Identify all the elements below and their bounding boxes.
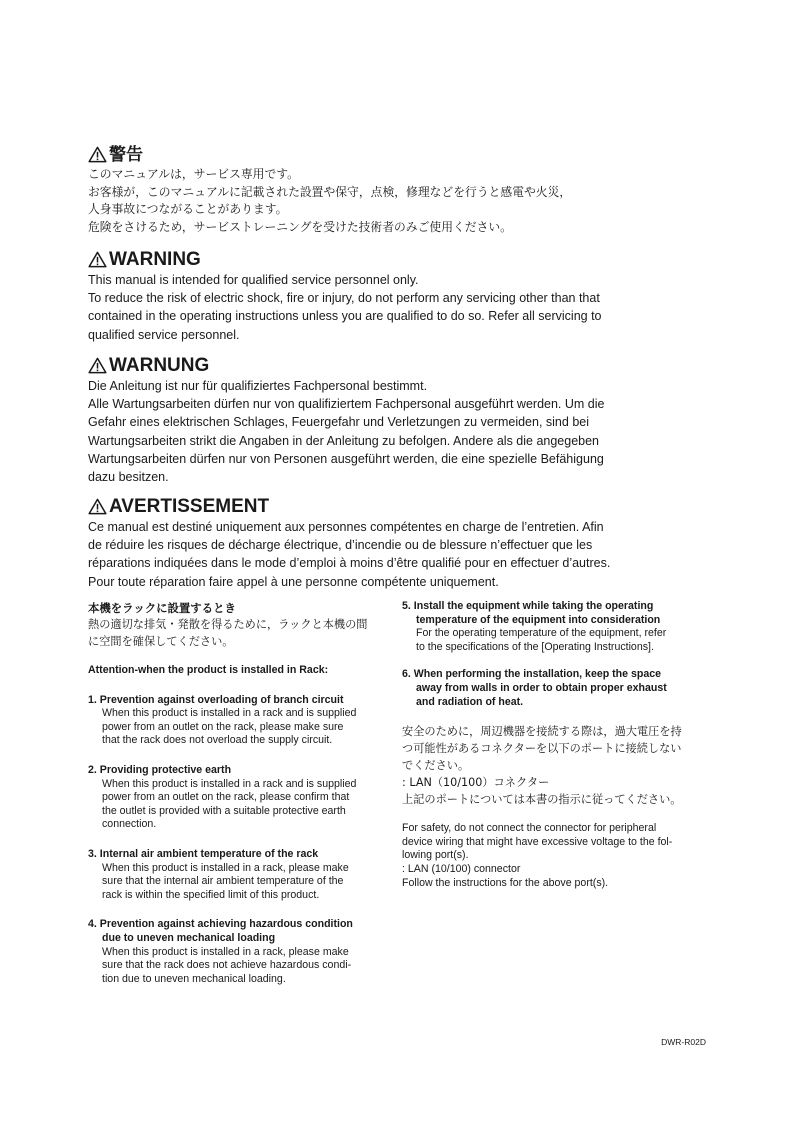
warning-jp-line: お客様が，このマニュアルに記載された設置や保守，点検，修理などを行うと感電や火災， [88,184,572,199]
rack-item-heading: and radiation of heat. [416,695,524,708]
ports-jp-line: 上記のポートについては本書の指示に従ってください。 [402,793,682,807]
rack-item-heading: due to uneven mechanical loading [102,931,276,944]
rack-item-heading: 6. When performing the installation, keep the space [402,668,662,681]
rack-item-body: rack is within the specified limit of this product. [102,888,320,901]
warning-jp-line: このマニュアルは，サービス専用です。 [88,167,299,181]
rack-item-body: power from an outlet on the rack, please make sure [102,720,344,733]
warning-de-heading [88,356,648,375]
warning-fr-title: AVERTISSEMENT [109,496,270,517]
warning-triangle-icon [88,498,107,515]
warning-fr-heading [88,497,648,516]
warning-fr-line: réparations indiquées dans le mode d’emploi à moins d’être qualifié pour en effectuer d’autres. [88,556,611,571]
ports-en-notice [402,822,705,890]
warning-jp-section [88,146,648,236]
ports-en-line: Follow the instructions for the above port(s). [402,876,609,889]
rack-item-6 [402,668,705,709]
rack-jp-line: に空間を確保してください。 [88,635,234,648]
warning-jp-line: 人身事故につながることがあります。 [88,202,288,216]
warning-de-line: Wartungsarbeiten strikt die Angaben in der Anleitung zu befolgen. Andere als die angegeben [88,433,600,448]
ports-jp-notice [402,723,705,808]
rack-item-body: When this product is installed in a rack and is supplied [102,777,357,790]
ports-en-line: lowing port(s). [402,849,469,862]
rack-item-4 [88,918,383,986]
rack-item-5 [402,600,705,654]
ports-jp-line: 安全のために，周辺機器を接続する際は，過大電圧を持 [402,725,682,739]
ports-en-line: For safety, do not connect the connector for peripheral [402,822,657,835]
rack-item-body: When this product is installed in a rack, please make [102,861,349,874]
rack-item-body: that the rack does not overload the supply circuit. [102,734,333,747]
warning-jp-heading [88,146,648,163]
rack-jp-line: 熱の適切な排気・発散を得るために，ラックと本機の間 [88,618,368,631]
warning-en-line: To reduce the risk of electric shock, fire or injury, do not perform any servicing other than that [88,291,600,306]
rack-item-body: tion due to uneven mechanical loading. [102,972,286,985]
warning-de-line: dazu besitzen. [88,470,169,485]
warning-fr-section [88,497,648,591]
rack-item-body: sure that the rack does not achieve hazardous condi- [102,959,352,972]
warning-triangle-icon [88,146,107,163]
warning-en-title: WARNING [109,249,201,270]
rack-item-body: the outlet is provided with a suitable protective earth [102,804,346,817]
rack-item-heading: temperature of the equipment into consideration [416,613,661,626]
warning-en-line: contained in the operating instructions unless you are qualified to do so. Refer all servicing to [88,309,602,324]
rack-right-column [402,600,705,890]
rack-item-heading: 4. Prevention against achieving hazardous condition [88,918,353,931]
rack-item-heading: 3. Internal air ambient temperature of the rack [88,847,319,860]
warning-en-line: qualified service personnel. [88,327,240,342]
warning-triangle-icon [88,251,107,268]
rack-item-body: to the specifications of the [Operating Instructions]. [416,640,654,653]
warning-de-line: Die Anleitung ist nur für qualifiziertes Fachpersonal bestimmt. [88,379,428,393]
rack-item-1 [88,694,383,748]
ports-en-line: : LAN (10/100) connector [402,862,521,875]
ports-en-line: device wiring that might have excessive voltage to the fol- [402,835,673,848]
warning-de-line: Gefahr eines elektrischen Schlages, Feuergefahr und Verletzungen zu vermeiden, sind bei [88,415,589,430]
rack-item-body: connection. [102,818,157,831]
warning-jp-line: 危険をさけるため，サービストレーニングを受けた技術者のみご使用ください。 [88,219,512,234]
rack-item-2 [88,764,383,832]
ports-jp-line: でください。 [402,759,470,773]
warning-triangle-icon [88,357,107,374]
rack-item-heading: 2. Providing protective earth [88,763,232,776]
document-code: DWR-R02D [661,1037,706,1047]
warning-fr-line: de réduire les risques de décharge électrique, d’incendie ou de blessure n’effectuer que les [88,538,593,553]
ports-jp-line: : LAN（10/100）コネクター [402,776,550,790]
rack-item-3 [88,848,383,902]
rack-item-body: power from an outlet on the rack, please confirm that [102,791,350,804]
warning-de-line: Alle Wartungsarbeiten dürfen nur von qualifiziertem Fachpersonal ausgeführt werden. Um die [88,397,605,412]
rack-item-body: When this product is installed in a rack and is supplied [102,707,357,720]
rack-item-heading: 1. Prevention against overloading of branch circuit [88,693,344,706]
ports-jp-line: つ可能性があるコネクターを以下のポートに接続しない [402,742,682,756]
warning-en-line: This manual is intended for qualified service personnel only. [88,273,419,287]
rack-item-body: sure that the internal air ambient temperature of the [102,875,344,888]
rack-attention-heading: Attention-when the product is installed in Rack: [88,664,329,676]
warning-de-line: Wartungsarbeiten dürfen nur von Personen ausgeführt werden, die eine spezielle Befähigung [88,451,604,466]
warning-fr-line: Pour toute réparation faire appel à une personne compétente uniquement. [88,574,499,589]
warning-en-heading [88,250,648,269]
rack-jp-title: 本機をラックに設置するとき [88,601,236,615]
warning-de-title: WARNUNG [109,355,210,376]
rack-item-heading: 5. Install the equipment while taking the operating [402,600,654,612]
warning-en-section [88,250,648,344]
warning-de-section [88,356,648,486]
rack-item-body: For the operating temperature of the equipment, refer [416,627,667,640]
rack-left-column [88,601,383,986]
rack-item-body: When this product is installed in a rack, please make [102,945,349,958]
warning-fr-line: Ce manual est destiné uniquement aux personnes compétentes en charge de l’entretien. Afin [88,520,604,534]
warning-jp-title: 警告 [109,145,143,164]
rack-item-heading: away from walls in order to obtain proper exhaust [416,681,667,694]
